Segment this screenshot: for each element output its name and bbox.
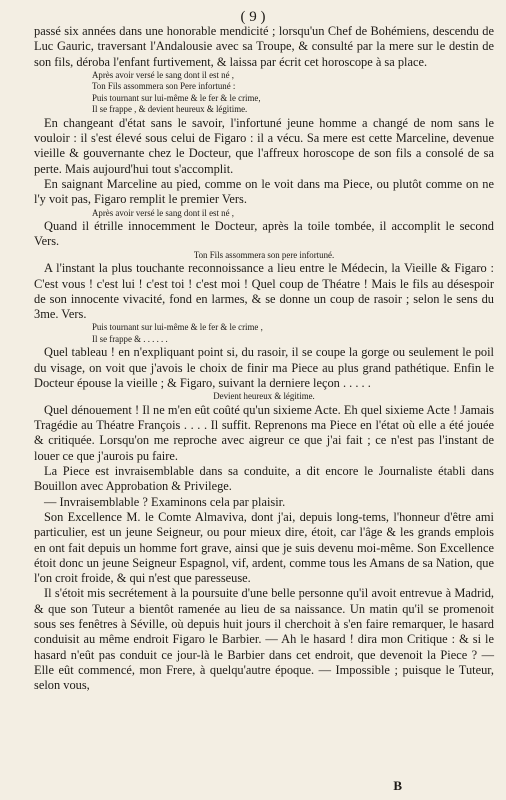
quoted-verse: Après avoir versé le sang dont il est né ,	[92, 207, 234, 218]
horoscope-verse: Il se frappe , & devient heureux & légitime.	[92, 104, 248, 115]
quoted-verse: Devient heureux & légitime.	[213, 391, 315, 402]
paragraph: A l'instant la plus touchante reconnoissance a lieu entre le Médecin, la Vieille & Figaro : C'est vous ! c'est lui ! c'est toi ! c'est moi ! Quel coup de Théatre ! Mais le fils au désespoir de son innocente vivacité, fond en larmes, & se donne un coup de rasoir ; selon le sens du 3me. Vers.	[34, 261, 494, 322]
quoted-verse: Puis tournant sur lui-même & le fer & le crime ,	[92, 322, 263, 333]
paragraph: Quel dénouement ! Il ne m'en eût coûté qu'un sixieme Acte. Eh quel sixieme Acte ! Jamais Tragédie au Théatre François . . . . Il suffit. Reprenons ma Piece en l'état où elle a été jouée & critiquée. Lorsqu'on me reproche avec aigreur ce que j'ai fait ; ce n'est pas l'instant de louer ce que j'aurois pu faire.	[34, 402, 494, 463]
quoted-verse: Il se frappe & . . . . . .	[92, 333, 168, 344]
horoscope-verse: Ton Fils assommera son Pere infortuné :	[92, 81, 236, 92]
paragraph: Quel tableau ! en n'expliquant point si, du rasoir, il se coupe la gorge ou seulement le poil du visage, on voit que j'avois le choix de finir ma Piece au plus grand pathétique. Enfin le Docteur épouse la vieille ; & Figaro, suivant la derniere leçon . . . . .	[34, 345, 494, 391]
paragraph: En changeant d'état sans le savoir, l'infortuné jeune homme a changé de nom sans le vouloir : il s'est élevé sous celui de Figaro : il a vécu. Sa mere est cette Marceline, devenue vieille & gouvernante chez le Docteur, que l'affreux horoscope de son fils a consolé de sa perte. Mais aujourd'hui tout s'accomplit.	[34, 115, 494, 176]
catchword: B	[393, 778, 402, 793]
page-number: ( 9 )	[240, 9, 266, 25]
horoscope-verse: Après avoir versé le sang dont il est né ,	[92, 69, 234, 80]
paragraph: passé six années dans une honorable mendicité ; lorsqu'un Chef de Bohémiens, descendu de Luc Gauric, traversant l'Andalousie avec sa Troupe, & consulté par la mere sur le destin de son fils, déroba l'enfant furtivement, & laissa par écrit cet horoscope à sa place.	[34, 24, 494, 69]
horoscope-verse: Puis tournant sur lui-même & le fer & le crime,	[92, 92, 261, 103]
paragraph: En saignant Marceline au pied, comme on le voit dans ma Piece, ou plutôt comme on ne l'y voit pas, Figaro remplit le premier Vers.	[34, 177, 494, 207]
quoted-verse: Ton Fils assommera son pere infortuné.	[193, 249, 335, 260]
paragraph: — Invraisemblable ? Examinons cela par plaisir.	[44, 494, 286, 509]
paragraph: Son Excellence M. le Comte Almaviva, dont j'ai, depuis long-tems, l'honneur d'être ami particulier, est un jeune Seigneur, ou pour mieux dire, étoit, car l'âge & les grands emplois en ont fait depuis un homme fort grave, ainsi que je suis devenu moi-même. Son Excellence étoit donc un jeune Seigneur Espagnol, vif, ardent, comme tous les Amans de sa Nation, que l'on croit froide, & qui n'est que paresseuse.	[34, 509, 494, 586]
paragraph: Quand il étrille innocemment le Docteur, après la toile tombée, il accomplit le second Vers.	[34, 219, 494, 249]
paragraph: La Piece est invraisemblable dans sa conduite, a dit encore le Journaliste établi dans Bouillon avec Approbation & Privilege.	[34, 464, 494, 494]
page-body	[34, 24, 494, 693]
paragraph: Il s'étoit mis secrétement à la poursuite d'une belle personne qu'il avoit entrevue à Madrid, & que son Tuteur a bientôt ramenée au lieu de sa naissance. Un matin qu'il se promenoit sous ses fenêtres à Séville, où depuis huit jours il cherchoit à s'en faire remarquer, le hasard conduisit au même endroit Figaro le Barbier. — Ah le hasard ! dira mon Critique : & si le hasard n'eût pas conduit ce jour-là le Barbier dans cet endroit, que devenoit la Piece ? — Elle eût commencé, mon Frere, à quelqu'autre époque. — Impossible ; puisque le Tuteur, selon vous,	[34, 586, 494, 693]
